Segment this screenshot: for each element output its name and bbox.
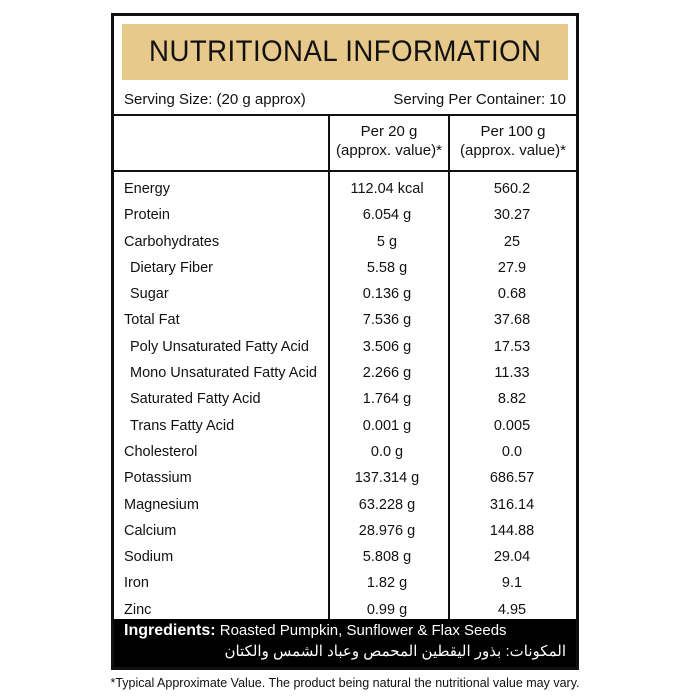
nutrient-name: Carbohydrates — [124, 233, 220, 250]
nutrient-name: Mono Unsaturated Fatty Acid — [130, 365, 317, 382]
nutrient-name: Dietary Fiber — [130, 259, 213, 276]
nutrient-value-per-100g: 17.53 — [493, 338, 531, 355]
table-row — [114, 361, 576, 387]
ingredients-english — [124, 622, 566, 640]
nutrient-value-per-serving: 28.976 g — [358, 522, 416, 539]
ingredients-label: Ingredients: — [124, 622, 216, 639]
nutrient-name: Saturated Fatty Acid — [130, 391, 261, 408]
serving-size: Serving Size: (20 g approx) — [124, 90, 306, 108]
nutrient-name: Trans Fatty Acid — [130, 417, 235, 434]
nutrient-name: Potassium — [124, 470, 192, 487]
nutrient-value-per-100g: 0.005 — [493, 417, 531, 434]
nutrient-name: Sodium — [124, 549, 174, 566]
nutrient-value-per-serving: 6.054 g — [362, 207, 412, 224]
nutrient-table — [114, 177, 576, 624]
nutrition-panel — [111, 13, 579, 670]
nutrient-value-per-100g: 11.33 — [494, 365, 530, 382]
nutrient-value-per-100g: 9.1 — [501, 575, 523, 592]
table-row — [114, 203, 576, 229]
nutrient-value-per-serving: 2.266 g — [362, 365, 412, 382]
nutrient-name: Calcium — [124, 522, 177, 539]
table-row — [114, 466, 576, 492]
nutrient-value-per-100g: 25 — [503, 233, 521, 250]
table-row — [114, 387, 576, 413]
servings-per-container: Serving Per Container: 10 — [393, 90, 566, 108]
nutrient-name: Magnesium — [124, 496, 199, 513]
serving-info — [114, 84, 576, 116]
nutrient-value-per-serving: 3.506 g — [362, 338, 412, 355]
nutrient-value-per-serving: 0.99 g — [366, 601, 408, 618]
table-row — [114, 545, 576, 571]
title-band — [122, 24, 568, 80]
nutrient-value-per-serving: 0.136 g — [362, 286, 412, 303]
table-row — [114, 177, 576, 203]
nutrient-value-per-100g: 8.82 — [497, 391, 527, 408]
nutrient-name: Energy — [124, 181, 170, 197]
nutrient-value-per-100g: 316.14 — [489, 496, 535, 513]
nutrient-name: Cholesterol — [124, 443, 198, 460]
ingredients-text: Roasted Pumpkin, Sunflower & Flax Seeds — [215, 622, 507, 639]
nutrient-name: Poly Unsaturated Fatty Acid — [130, 338, 309, 355]
nutrient-value-per-100g: 0.68 — [497, 286, 527, 303]
table-row — [114, 440, 576, 466]
nutrient-value-per-100g: 144.88 — [489, 522, 535, 539]
nutrient-name: Protein — [124, 207, 170, 224]
nutrient-value-per-serving: 1.764 g — [362, 391, 412, 408]
nutrient-value-per-100g: 686.57 — [489, 470, 535, 487]
nutrient-name: Iron — [124, 575, 149, 592]
nutrient-value-per-100g: 30.27 — [493, 207, 531, 224]
table-row — [114, 493, 576, 519]
table-row — [114, 282, 576, 308]
nutrient-value-per-serving: 0.001 g — [362, 417, 412, 434]
nutrient-value-per-100g: 37.68 — [493, 312, 531, 329]
ingredients-band — [114, 619, 576, 667]
nutrient-value-per-serving: 5 g — [376, 233, 398, 250]
column-header-per-100g-line1: Per 100 g — [480, 123, 546, 140]
nutrient-name: Sugar — [130, 286, 169, 303]
nutrient-name: Zinc — [124, 601, 152, 618]
nutrient-value-per-serving: 0.0 g — [370, 443, 404, 460]
column-header-per-serving-line2: (approx. value)* — [336, 142, 442, 159]
nutrient-value-per-100g: 29.04 — [493, 549, 531, 566]
column-header-per-100g-line2: (approx. value)* — [460, 142, 566, 159]
ingredients-arabic: المكونات: بذور اليقطين المحمص وعباد الشمس والكتان — [224, 643, 566, 660]
table-row — [114, 308, 576, 334]
nutrient-value-per-serving: 1.82 g — [366, 575, 408, 592]
table-row — [114, 335, 576, 361]
table-row — [114, 519, 576, 545]
nutrient-value-per-100g: 4.95 — [497, 601, 527, 618]
column-header-per-100g — [450, 122, 576, 160]
nutrient-value-per-serving: 137.314 g — [354, 470, 420, 487]
nutrient-name: Total Fat — [124, 312, 180, 329]
nutrient-value-per-100g: 560.2 — [493, 181, 531, 197]
nutrient-value-per-100g: 0.0 — [501, 443, 523, 460]
table-row — [114, 414, 576, 440]
footnote: *Typical Approximate Value. The product being natural the nutritional value may vary. — [110, 676, 580, 690]
column-header-row — [114, 116, 576, 172]
column-header-per-serving-line1: Per 20 g — [360, 123, 418, 140]
column-header-per-serving — [330, 122, 448, 160]
table-row — [114, 256, 576, 282]
nutrient-value-per-serving: 5.808 g — [362, 549, 412, 566]
nutrient-value-per-100g: 27.9 — [497, 259, 527, 276]
nutrient-value-per-serving: 112.04 kcal — [350, 181, 424, 197]
panel-title: NUTRITIONAL INFORMATION — [148, 35, 542, 68]
nutrient-value-per-serving: 63.228 g — [358, 496, 416, 513]
table-row — [114, 571, 576, 597]
nutrient-value-per-serving: 5.58 g — [366, 259, 408, 276]
nutrient-value-per-serving: 7.536 g — [362, 312, 412, 329]
table-row — [114, 230, 576, 256]
